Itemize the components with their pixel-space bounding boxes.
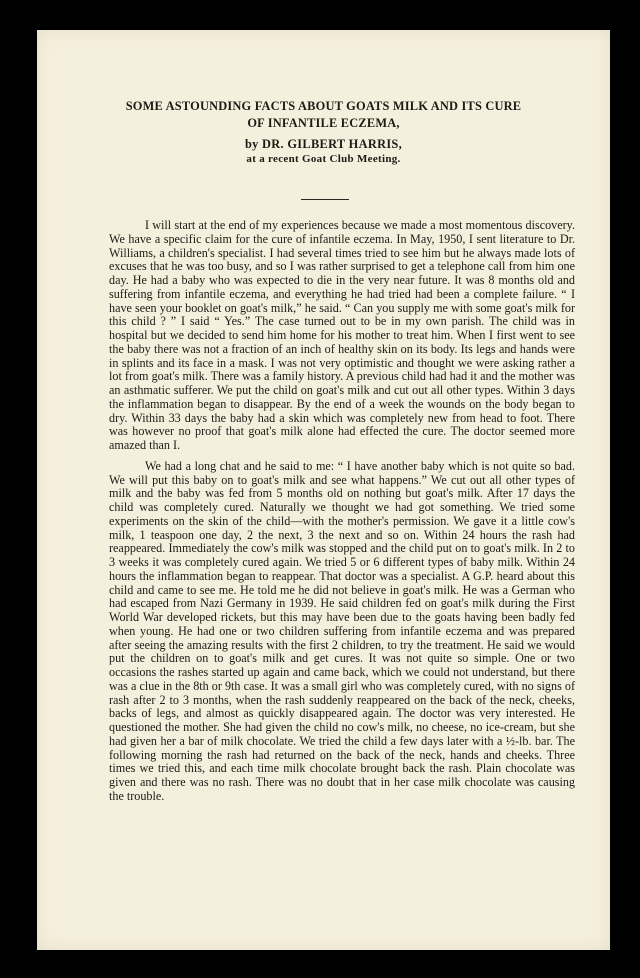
document-page: [37, 30, 610, 950]
meeting-note: at a recent Goat Club Meeting.: [246, 153, 401, 165]
title-line-2: OF INFANTILE ECZEMA,: [247, 116, 400, 130]
heading-divider: [301, 199, 349, 200]
document-title: [69, 98, 579, 132]
document-heading: [37, 98, 610, 165]
title-line-1: SOME ASTOUNDING FACTS ABOUT GOATS MILK AND ITS CURE: [125, 99, 522, 113]
author-byline: by DR. GILBERT HARRIS,: [244, 137, 403, 151]
paragraph: We had a long chat and he said to me: “ I have another baby which is not quite so bad. We will put this baby on to goat's milk and see what happens.” We cut out all other types of milk and the baby was fed from 5 months old on nothing but goat's milk. After 17 days the child was completely cured. Naturally we thought we had got something. We tried some experiments on the skin of the child—with the mother's permission. We gave it a little cow's milk, 1 teaspoon one day, 2 the next, 3 the next and so on. Within 24 hours the rash had reappeared. Immediately the cow's milk was stopped and the child put on to goat's milk. In 2 to 3 weeks it was completely cured again. We tried 5 or 6 different types of baby milk. Within 24 hours the inflammation began to reappear. That doctor was a specialist. A G.P. heard about this child and came to see me. He told me he did not believe in goat's milk. He was a German who had escaped from Nazi Germany in 1939. He said children fed on goat's milk during the First World War developed rickets, but this may have been due to the goats having been badly fed when young. He had one or two children suffering from infantile eczema and was prepared after seeing the amazing results with the first 2 children, to try the treatment. He said we would put the children on to goat's milk and get cures. It was not quite so simple. One or two occasions the rashes started up again and came back, which we could not understand, but there was a clue in the 8th or 9th case. It was a small girl who was completely cured, with no signs of rash after 2 to 3 months, when the rash suddenly reappeared on the back of the neck, cheeks, backs of legs, and almost as quickly disappeared again. The doctor was very interested. He questioned the mother. She had given the child no cow's milk, no cheese, no ice-cream, but she had given her a bar of milk chocolate. We tried the child a few days later with a ½-lb. bar. The following morning the rash had returned on the back of the neck, hands and cheeks. Three times we tried this, and each time milk chocolate brought back the rash. Plain chocolate was given and there was no rash. There was no doubt that in her case milk chocolate was causing the trouble.: [109, 458, 575, 803]
document-body: [109, 219, 575, 804]
paragraph: I will start at the end of my experiences because we made a most momentous discovery. We have a specific claim for the cure of infantile eczema. In May, 1950, I sent literature to Dr. Williams, a children's specialist. I had several times tried to see him but he always made lots of excuses that he was too busy, and so I was rather surprised to get a telephone call from him one day. He had a baby who was expected to die in the very near future. It was 8 months old and suffering from infantile eczema, and everything he had tried had been a complete failure. “ I have seen your booklet on goat's milk,” he said. “ Can you supply me with some goat's milk for this child ? ” I said “ Yes.” The case turned out to be in my own parish. The child was in hospital but we decided to send him home for his mother to treat him. When I first went to see the baby there was not a fraction of an inch of healthy skin on its body. Its legs and hands were in splints and its face in a mask. I was not very optimistic and thought we were asking rather a lot from goat's milk. There was a family history. A previous child had had it and the mother was an asthmatic sufferer. We put the child on goat's milk and cut out all other types. Within 3 days the inflammation began to disappear. By the end of a week the wounds on the body began to dry. Within 33 days the baby had a skin which was completely new from head to foot. There was however no proof that goat's milk alone had effected the cure. The doctor seemed more amazed than I.: [109, 218, 575, 452]
